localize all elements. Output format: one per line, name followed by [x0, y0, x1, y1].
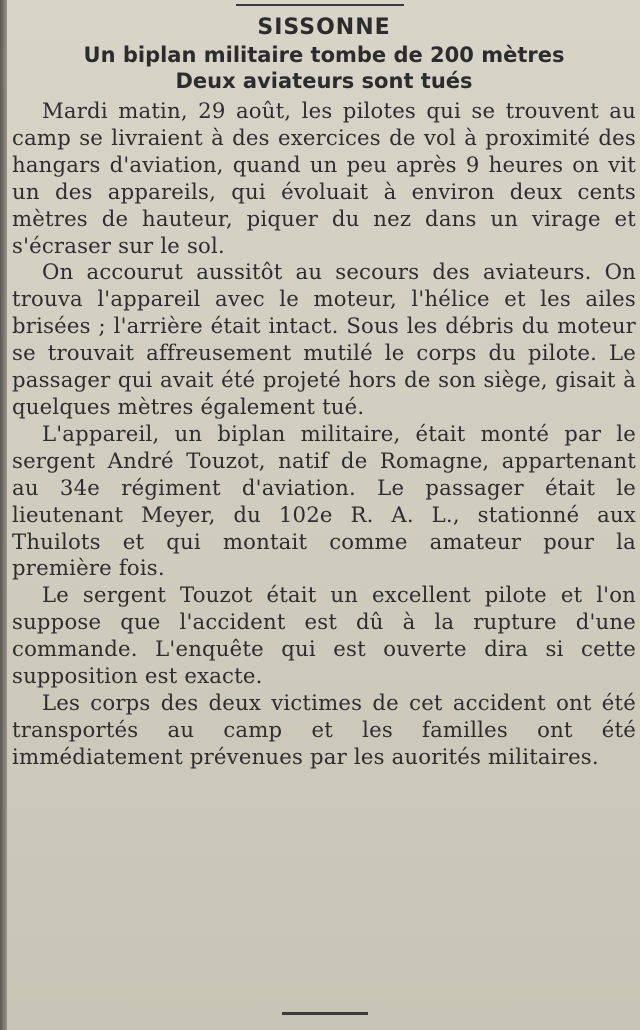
article-paragraph: Le sergent Touzot était un excellent pilote et l'on suppose que l'accident est dû à la rupture d'une commande. L'enquête qui est ouverte dira si cette supposition est exacte.	[12, 582, 636, 689]
article-paragraph: L'appareil, un biplan militaire, était monté par le sergent André Touzot, natif de Romagne, appartenant au 34e régiment d'aviation. Le passager était le lieutenant Meyer, du 102e R. A. L., stationné aux Thuilots et qui montait comme amateur pour la première fois.	[12, 420, 636, 581]
bottom-rule	[282, 1012, 368, 1015]
top-rule	[236, 4, 404, 6]
article-body	[12, 98, 636, 771]
article-headline: Un biplan militaire tombe de 200 mètres	[83, 43, 565, 67]
page-left-edge	[0, 0, 7, 1030]
article-paragraph: On accourut aussitôt au secours des aviateurs. On trouva l'appareil avec le moteur, l'hélice et les ailes brisées ; l'arrière était intact. Sous les débris du moteur se trouvait affreusement mutilé le corps du pilote. Le passager qui avait été projeté hors de son siège, gisait à quelques mètres également tué.	[12, 259, 636, 419]
article-subheadline: Deux aviateurs sont tués	[175, 69, 473, 93]
article-paragraph: Les corps des deux victimes de cet accident ont été transportés au camp et les familles ont été immédiatement prévenues par les auorités militaires.	[12, 689, 636, 769]
newspaper-article	[12, 14, 636, 771]
article-kicker: SISSONNE	[257, 15, 391, 40]
article-paragraph: Mardi matin, 29 août, les pilotes qui se trouvent au camp se livraient à des exercices de vol à proximité des hangars d'aviation, quand un peu après 9 heures on vit un des appareils, qui évoluait à environ deux cents mètres de hauteur, piquer du nez dans un virage et s'écraser sur le sol.	[12, 98, 636, 258]
